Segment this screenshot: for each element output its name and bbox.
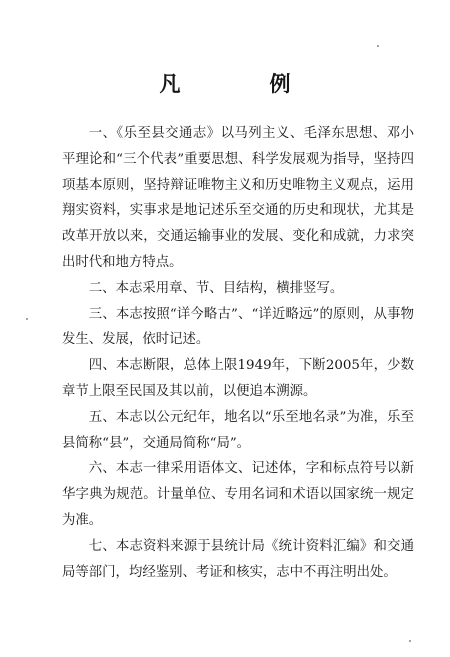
paragraph-7: 七、本志资料来源于县统计局《统计资料汇编》和交通局等部门，均经鉴别、考证和核实，志中不再注明出处。 — [62, 538, 414, 580]
paragraph-4: 四、本志断限，总体上限1949年，下断2005年，少数章节上限至民国及其以前，以便追本溯源。 — [62, 358, 414, 399]
scan-speck — [377, 45, 379, 47]
scan-speck — [26, 318, 28, 320]
paragraph-1: 一、《乐至县交通志》以马列主义、毛泽东思想、邓小平理论和“三个代表”重要思想、科学发展观为指导，坚持四项基本原则，坚持辩证唯物主义和历史唯物主义观点，运用翔实资料，实事求是地记述乐至交通的历史和现状，尤其是改革开放以来，交通运输事业的发展、变化和成就，力求突出时代和地方特点。 — [62, 126, 414, 270]
paragraph-3: 三、本志按照“详今略古”、“详近略远”的原则，从事物发生、发展，依时记述。 — [62, 306, 414, 348]
document-body — [62, 121, 414, 585]
scan-speck — [409, 640, 411, 642]
paragraph-2: 二、本志采用章、节、目结构，横排竖写。 — [88, 280, 344, 296]
paragraph-5: 五、本志以公元纪年，地名以“乐至地名录”为准，乐至县简称“县”，交通局简称“局”。 — [62, 409, 414, 451]
page-title: 凡 例 — [159, 72, 325, 96]
paragraph-6: 六、本志一律采用语体文、记述体，字和标点符号以新华字典为规范。计量单位、专用名词和术语以国家统一规定为准。 — [62, 461, 414, 528]
